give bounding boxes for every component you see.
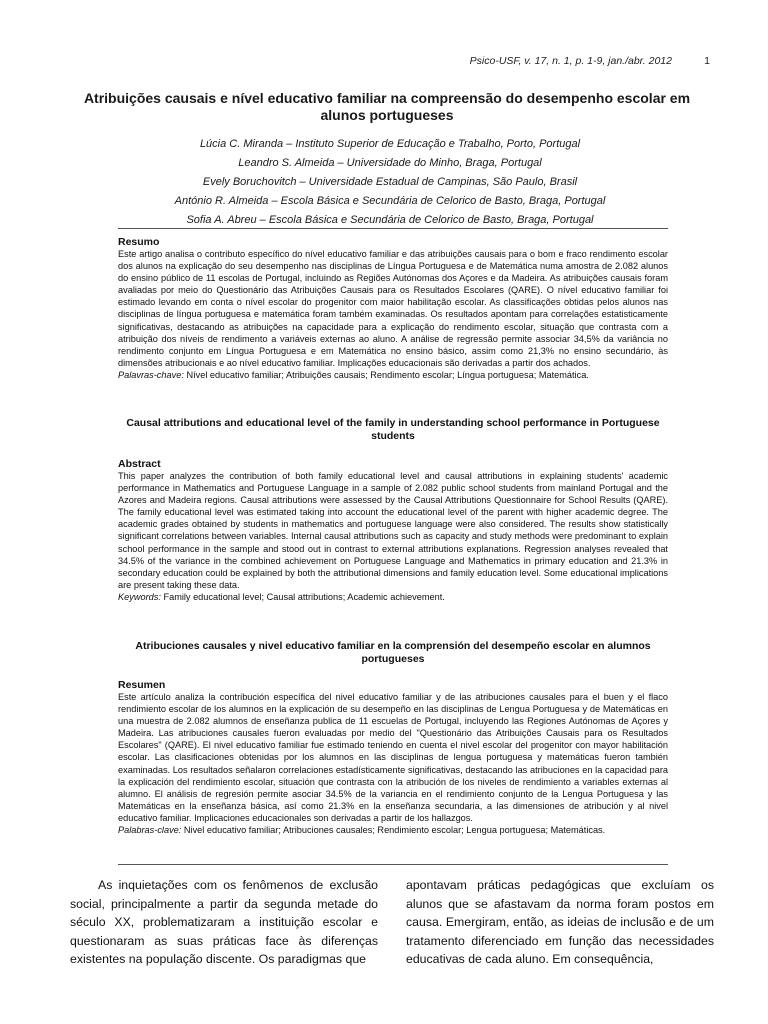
- resumen-section: [118, 679, 668, 836]
- resumo-text: Este artigo analisa o contributo específico do nível educativo familiar e das atribuições causais para o bom e fraco rendimento escolar dos alunos na explicação do seu desempenho nas disciplinas de Língua Portuguesa e de Matemática numa amostra de 2.082 alunos do ensino público de 11 escolas de Portugal, incluindo as Regiões Autónomas dos Açores e da Madeira. As atribuições causais foram avaliadas por meio do Questionário das Atribuições Causais para os Resultados Escolares (QARE). O nível educativo familiar foi estimado levando em conta o nível escolar do progenitor com maior habilitação escolar. As classificações obtidas pelos alunos nas disciplinas de língua portuguesa e matemática foram também examinadas. Os resultados apontam para correlações estatisticamente significativas, destacando as atribuições na capacidade para a explicação do rendimento escolar, situação que contrasta com a atribuição dos níveis de rendimento a variáveis externas ao aluno. A análise de regressão permite associar 34,5% da variância no rendimento conjunto em Língua Portuguesa e em Matemática no ensino básico, assim como 21,3% no ensino secundário, às dimensões atribucionais e ao nível educativo familiar. Implicações educacionais são derivadas a partir dos achados.: [118, 249, 668, 368]
- abstract-keywords: [118, 591, 668, 603]
- author-line: Leandro S. Almeida – Universidade do Minho, Braga, Portugal: [238, 157, 542, 169]
- abstract-text: This paper analyzes the contribution of both family educational level and causal attributions in explaining students' academic performance in Mathematics and Portuguese Language in a sample of 2.082 public school students from mainland Portugal and the Azores and Madeira regions. Causal attributions were assessed by the Causal Attributions Questionnaire for School Results (QARE). The family educational level was estimated taking into account the educational level of the parent with higher academic degree. The academic grades obtained by students in mathematics and portuguese language were also considered. The results show statistically significant correlations between variables. Internal causal attributions such as capacity and study methods were predominant to explain school performance in the sample and stood out in contrast to external attributions explanations. Regression analyses revealed that 34.5% of the variance in the combined achievement on Portuguese Language and Mathematics in primary education and 21.3% in secondary education could be explained by both the attributional dimensions and family education level. Some educational implications are present taking these data.: [118, 471, 668, 590]
- english-title: Causal attributions and educational level of the family in understanding school performance in Portuguese students: [126, 417, 660, 442]
- keywords-label: Palabras-clave:: [118, 825, 182, 836]
- article-title: Atribuições causais e nível educativo familiar na compreensão do desempenho escolar em alunos portugueses: [83, 90, 691, 123]
- author-line: António R. Almeida – Escola Básica e Secundária de Celorico de Basto, Braga, Portugal: [174, 195, 606, 207]
- page-number: 1: [704, 55, 710, 67]
- body-column-left: As inquietações com os fenômenos de exclusão social, principalmente a partir da segunda metade do século XX, problematizaram a instituição escolar e questionaram as suas práticas face às diferenças existentes na população discente. Os paradigmas que: [70, 878, 378, 967]
- resumo-keywords: [118, 369, 668, 381]
- running-header: [0, 55, 768, 71]
- author-line: Lúcia C. Miranda – Instituto Superior de Educação e Trabalho, Porto, Portugal: [199, 138, 581, 150]
- abstract-heading: Abstract: [118, 458, 161, 470]
- keywords-text: Nivel educativo familiar; Atribuciones causales; Rendimiento escolar; Lengua portuguesa; Matemáticas.: [183, 825, 606, 836]
- author-line: Sofia A. Abreu – Escola Básica e Secundária de Celorico de Basto, Braga, Portugal: [186, 214, 594, 226]
- keywords-text: Nível educativo familiar; Atribuições causais; Rendimento escolar; Língua portuguesa; Matemática.: [186, 369, 589, 380]
- section-divider: [118, 864, 668, 865]
- resumo-section: [118, 236, 668, 381]
- author-list: [120, 135, 660, 230]
- author-line: Evely Boruchovitch – Universidade Estadual de Campinas, São Paulo, Brasil: [202, 176, 578, 188]
- resumen-keywords: [118, 824, 668, 836]
- keywords-label: Palavras-chave:: [118, 369, 184, 380]
- spanish-title: Atribuciones causales y nivel educativo familiar en la comprensión del desempeño escolar en alumnos portugueses: [135, 640, 651, 665]
- section-divider: [118, 228, 668, 229]
- resumo-heading: Resumo: [118, 236, 160, 248]
- journal-citation: Psico-USF, v. 17, n. 1, p. 1-9, jan./abr. 2012: [469, 55, 672, 67]
- keywords-label: Keywords:: [118, 591, 161, 602]
- resumen-text: Este artículo analiza la contribución específica del nivel educativo familiar y de las atribuciones causales para el buen y el flaco rendimiento escolar de los alumnos en la explicación de su desempeño en las disciplinas de Lengua Portuguesa y de Matemáticas en una muestra de 2.082 alumnos de enseñanza publica de 11 escuelas de Portugal, incluyendo las Regiones Autónomas de Açores y Madeira. Las atribuciones causales fueron evaluadas por medio del "Questionário das Atribuições Causais para os Resultados Escolares" (QARE). El nivel educativo familiar fue estimado teniendo en cuenta el nivel escolar del progenitor con mayor habilitación escolar. Las clasificaciones obtenidas por los alumnos en las disciplinas de lengua portuguesa y matemáticas fueron también examinadas. Los resultados señalaron correlaciones estadísticamente significativas, destacando las atribuciones en la capacidad para la explicación del rendimiento escolar, situación que contrasta con la atribución de los niveles de rendimiento a variables externas al alumno. El análisis de regresión permite asociar 34.5% de la variancia en el rendimiento conjunto de la Lengua Portuguesa y las Matemáticas en la enseñanza básica, así como 21.3% en la enseñanza secundaria, a las dimensiones de atribución y al nivel educativo familiar. Implicaciones educacionales son derivadas a partir de los hallazgos.: [118, 692, 668, 823]
- body-column-right: apontavam práticas pedagógicas que excluíam os alunos que se afastavam da norma foram postos em causa. Emergiram, então, as ideias de inclusão e de um tratamento diferenciado em função das necessidades educativas de cada aluno. Em consequência,: [406, 878, 714, 967]
- resumen-heading: Resumen: [118, 679, 166, 691]
- keywords-text: Family educational level; Causal attributions; Academic achievement.: [163, 591, 445, 602]
- abstract-section: [118, 458, 668, 603]
